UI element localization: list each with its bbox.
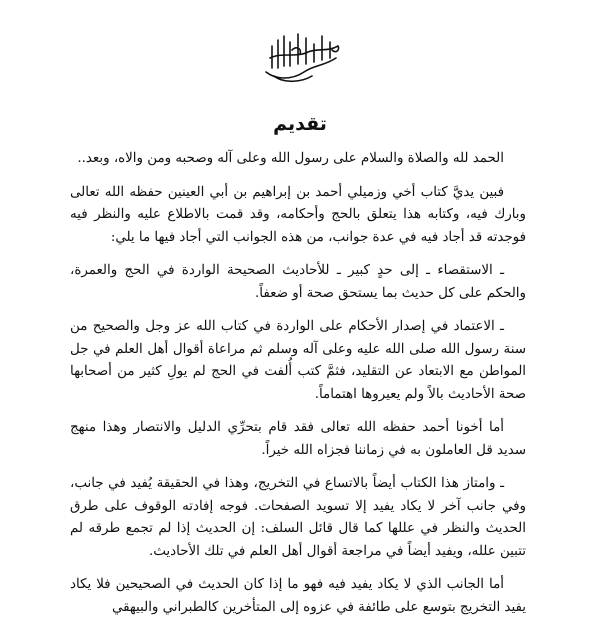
paragraph: ـ الاعتماد في إصدار الأحكام على الواردة في كتاب الله عز وجل والصحيح من سنة رسول الله صلى الله عليه وعلى آله وسلم ثم مراعاة أقوال أهل العلم في جل المواطن مع الابتعاد عن التقليد، فثمَّ كتب أُلفت في الحج لم يولِ كثير من أصحابها صحة الأحاديث بالاً ولم يعيروها اهتماماً. bbox=[70, 319, 526, 402]
basmala-calligraphy-icon bbox=[262, 28, 344, 84]
paragraph: ـ وامتاز هذا الكتاب أيضاً بالاتساع في التخريج، وهذا في الحقيقة يُفيد في جانب، وفي جانب آخر لا يكاد يفيد إلا تسويد الصفحات. فوجه إفادته الوقوف على طرق الحديث والنظر في عللها كما قال قائل السلف: إن الحديث إذا لم تجمع طرقه لم تتبين علله، ويفيد أيضاً في مراجعة أقوال أهل العلم في تلك الأحاديث. bbox=[70, 476, 526, 559]
paragraph: ـ الاستقصاء ـ إلى حدٍ كبير ـ للأحاديث الصحيحة الواردة في الحج والعمرة، والحكم على كل حديث بما يستحق صحة أو ضعفاً. bbox=[70, 263, 526, 301]
paragraph: أما أخونا أحمد حفظه الله تعالى فقد قام بتحرِّي الدليل والانتصار وهذا منهج سديد قل العاملون به في زماننا فجزاه الله خيراً. bbox=[70, 420, 526, 458]
paragraph: أما الجانب الذي لا يكاد يفيد فيه فهو ما إذا كان الحديث في الصحيحين فلا يكاد يفيد التخريج بتوسع على طائفة في عزوه إلى المتأخرين كالطبراني والبيهقي bbox=[70, 577, 526, 615]
body-text bbox=[70, 148, 526, 630]
paragraph: فبين يديَّ كتاب أخي وزميلي أحمد بن إبراهيم بن أبي العينين حفظه الله تعالى وبارك فيه، وكتابه هذا يتعلق بالحج وأحكامه، وقد قمت بالاطلاع عليه والنظر فيه فوجدته قد أجاد فيه في عدة جوانب، من هذه الجوانب التي أجاد فيها ما يلي: bbox=[70, 184, 526, 245]
page-title: تقديم bbox=[273, 113, 327, 135]
paragraph: الحمد لله والصلاة والسلام على رسول الله وعلى آله وصحبه ومن والاه، وبعد.. bbox=[77, 151, 504, 166]
